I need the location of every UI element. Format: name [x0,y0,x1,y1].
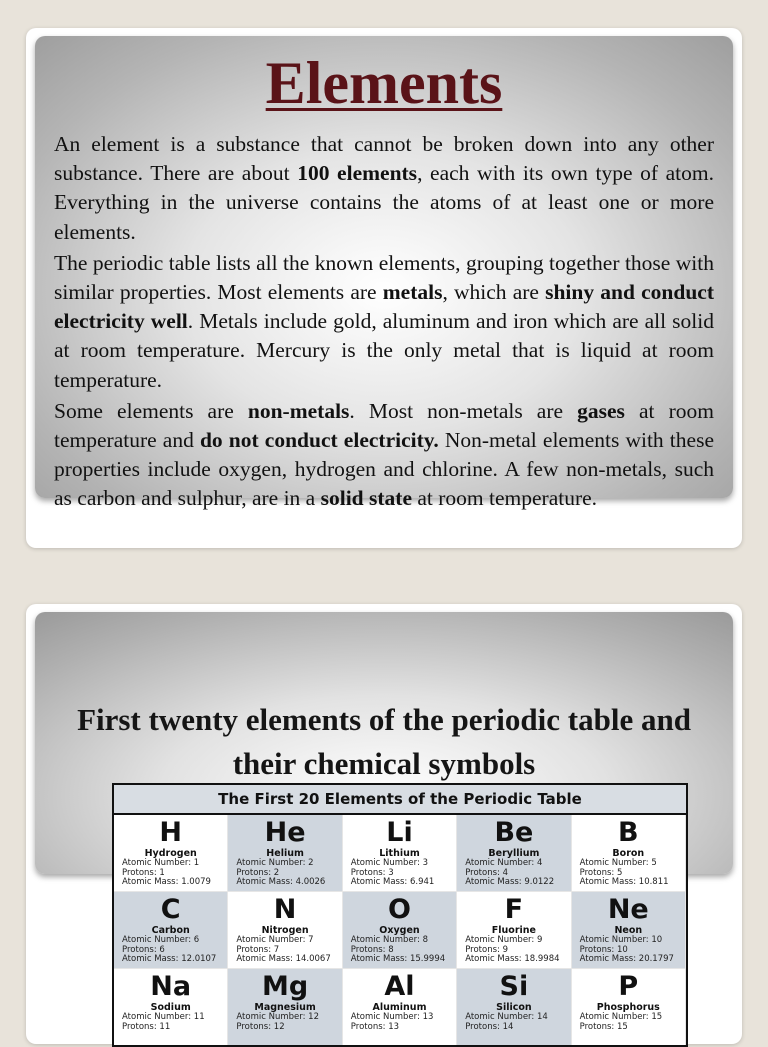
element-name: Sodium [150,1002,191,1013]
atomic-mass-value: 14.0067 [295,954,331,964]
protons-label: Protons: [236,867,274,878]
element-name: Phosphorus [596,1002,660,1013]
element-name: Silicon [496,1002,532,1013]
element-cell [343,969,457,1046]
atomic-number-value: 15 [651,1012,663,1022]
element-name: Helium [266,848,304,859]
atomic-mass-label: Atomic Mass: [579,954,639,964]
atomic-number-label: Atomic Number: [465,858,537,868]
atomic-mass-value: 15.9994 [409,954,446,964]
element-symbol: Na [150,971,192,1002]
protons-value: 3 [388,867,394,878]
element-name: Beryllium [488,848,540,859]
element-symbol: Be [494,817,534,848]
element-symbol: H [159,817,182,848]
element-cell [457,969,571,1046]
atomic-number-value: 7 [308,935,314,945]
bold-text: do not conduct electricity. [199,428,439,453]
element-cell [343,892,457,969]
protons-value: 6 [159,944,165,955]
atomic-mass-value: 20.1797 [638,954,674,964]
atomic-mass-value: 10.811 [638,877,669,887]
atomic-mass-line [122,955,227,965]
element-symbol: Al [384,971,415,1002]
protons-label: Protons: [350,867,389,878]
element-cell [457,815,571,892]
paragraph-1 [54,130,714,247]
atomic-number-label: Atomic Number: [236,858,309,868]
atomic-number-value: 4 [536,858,543,868]
text-run: Non-metal elements with these properties include oxygen, hydrogen and chlorine. A few non-metals, such as carbon and sulphur, are in a [54,428,714,511]
atomic-number-value: 5 [651,858,657,868]
atomic-number-label: Atomic Number: [465,1012,537,1022]
atomic-mass-value: 18.9984 [524,954,560,964]
slide-body [54,130,714,516]
text-run: An element is a substance that cannot be broken down into any other substance. There are about [54,132,714,186]
element-cell [572,892,686,969]
bold-text: non-metals [247,398,350,423]
element-cell [572,815,686,892]
atomic-mass-label: Atomic Mass: [465,877,525,887]
atomic-mass-label: Atomic Mass: [236,877,296,887]
atomic-number-label: Atomic Number: [465,935,537,945]
protons-value: 10 [617,944,628,955]
element-symbol: N [273,894,297,925]
atomic-number-value: 14 [536,1012,548,1022]
atomic-mass-label: Atomic Mass: [465,954,525,964]
protons-value: 5 [617,867,623,878]
element-name: Aluminum [372,1002,427,1013]
atomic-number-value: 6 [193,935,200,945]
protons-label: Protons: [236,944,274,955]
slide-title: Elements [265,50,503,116]
text-run: at room temperature and [54,398,714,453]
element-symbol: B [618,817,639,848]
protons-label: Protons: [579,867,617,878]
text-run: Some elements are [54,398,248,423]
element-symbol: Li [386,817,413,848]
protons-label: Protons: [236,1021,274,1032]
atomic-number-label: Atomic Number: [350,858,423,868]
element-cell [228,815,342,892]
atomic-mass-value: 4.0026 [295,877,326,887]
atomic-number-value: 2 [308,858,314,868]
atomic-number-label: Atomic Number: [350,935,423,945]
periodic-table-title: The First 20 Elements of the Periodic Table [114,785,686,815]
atomic-mass-label: Atomic Mass: [122,954,182,964]
element-symbol: Ne [607,894,649,925]
text-run: , which are [442,280,546,305]
atomic-number-value: 12 [308,1012,319,1022]
element-cell [572,969,686,1046]
text-run: The periodic table lists all the known elements, grouping together those with similar properties. Most elements are [54,250,714,305]
element-name: Nitrogen [261,925,309,936]
atomic-mass-line [122,878,227,888]
protons-label: Protons: [465,944,503,955]
text-run: , each with its own type of atom. Everything in the universe contains the atoms of at least one or more elements. [54,161,714,244]
atomic-mass-value: 6.941 [409,877,435,887]
heading-line-2: their chemical symbols [232,746,536,781]
atomic-mass-label: Atomic Mass: [350,877,410,887]
bold-text: metals [382,280,443,305]
element-cell [343,815,457,892]
element-cell [228,969,342,1046]
protons-label: Protons: [122,867,160,878]
atomic-mass-line [351,878,456,888]
atomic-mass-label: Atomic Mass: [236,954,296,964]
protons-value: 13 [388,1021,400,1032]
element-symbol: Si [499,971,529,1002]
element-symbol: P [618,971,639,1002]
protons-value: 4 [502,867,509,878]
slide2-heading [0,698,768,786]
heading-line-1: First twenty elements of the periodic table and [77,702,691,737]
atomic-number-label: Atomic Number: [122,1012,194,1022]
atomic-mass-label: Atomic Mass: [579,877,639,887]
atomic-mass-line [351,955,456,965]
element-cell [114,892,228,969]
protons-label: Protons: [465,867,503,878]
protons-value: 7 [273,944,280,955]
protons-value: 9 [502,944,509,955]
element-symbol: Mg [261,971,309,1002]
element-symbol: C [160,894,181,925]
slide1-content [35,36,733,556]
element-cell [114,815,228,892]
element-grid [114,815,686,1046]
atomic-mass-line [465,955,570,965]
element-name: Hydrogen [144,848,197,859]
atomic-mass-value: 9.0122 [524,877,555,887]
atomic-mass-value: 12.0107 [181,954,217,964]
element-name: Neon [614,925,643,936]
element-cell [228,892,342,969]
atomic-mass-line [236,955,341,965]
element-cell [457,892,571,969]
element-symbol: F [504,894,524,925]
atomic-number-value: 10 [651,935,663,945]
protons-value: 2 [273,867,280,878]
element-name: Magnesium [254,1002,316,1013]
protons-value: 15 [617,1021,628,1032]
paragraph-2 [54,249,714,395]
atomic-number-value: 13 [422,1012,434,1022]
element-symbol: O [388,894,411,925]
atomic-mass-line [465,878,570,888]
atomic-number-label: Atomic Number: [579,858,652,868]
atomic-number-label: Atomic Number: [236,1012,309,1022]
protons-value: 12 [273,1021,285,1032]
element-name: Fluorine [491,925,536,936]
atomic-number-label: Atomic Number: [579,935,652,945]
atomic-mass-line [580,955,685,965]
atomic-number-value: 1 [193,858,200,868]
protons-value: 8 [388,944,394,955]
atomic-number-label: Atomic Number: [122,935,194,945]
element-name: Lithium [379,848,420,859]
element-name: Oxygen [379,925,420,936]
atomic-number-label: Atomic Number: [579,1012,652,1022]
atomic-number-value: 9 [536,935,543,945]
paragraph-3 [54,397,714,514]
protons-value: 11 [159,1021,171,1032]
protons-value: 1 [159,867,165,878]
protons-label: Protons: [579,1021,617,1032]
atomic-mass-label: Atomic Mass: [350,954,410,964]
atomic-number-label: Atomic Number: [350,1012,423,1022]
element-symbol: He [264,817,306,848]
element-cell [114,969,228,1046]
atomic-number-value: 11 [193,1012,205,1022]
protons-value: 14 [502,1021,514,1032]
bold-text: 100 elements [297,161,418,186]
text-run: at room temperature. [411,486,598,511]
element-name: Boron [612,848,645,859]
protons-label: Protons: [122,944,160,955]
bold-text: gases [577,398,625,423]
periodic-table-image [112,783,688,1047]
atomic-mass-value: 1.0079 [181,877,211,887]
protons-label: Protons: [122,1021,160,1032]
atomic-number-label: Atomic Number: [122,858,194,868]
protons-label: Protons: [350,1021,389,1032]
bold-text: shiny and conduct electricity well [54,280,714,334]
atomic-number-value: 3 [422,858,428,868]
atomic-mass-label: Atomic Mass: [122,877,182,887]
protons-label: Protons: [579,944,617,955]
element-name: Carbon [151,925,190,936]
atomic-mass-line [580,878,685,888]
protons-label: Protons: [465,1021,503,1032]
atomic-number-value: 8 [422,935,428,945]
text-run: . Most non-metals are [349,398,578,423]
text-run: . Metals include gold, aluminum and iron which are all solid at room temperature. Mercury is the only metal that is liquid at room temperature. [54,309,714,392]
protons-label: Protons: [350,944,389,955]
atomic-number-label: Atomic Number: [236,935,309,945]
bold-text: solid state [320,486,412,511]
atomic-mass-line [236,878,341,888]
